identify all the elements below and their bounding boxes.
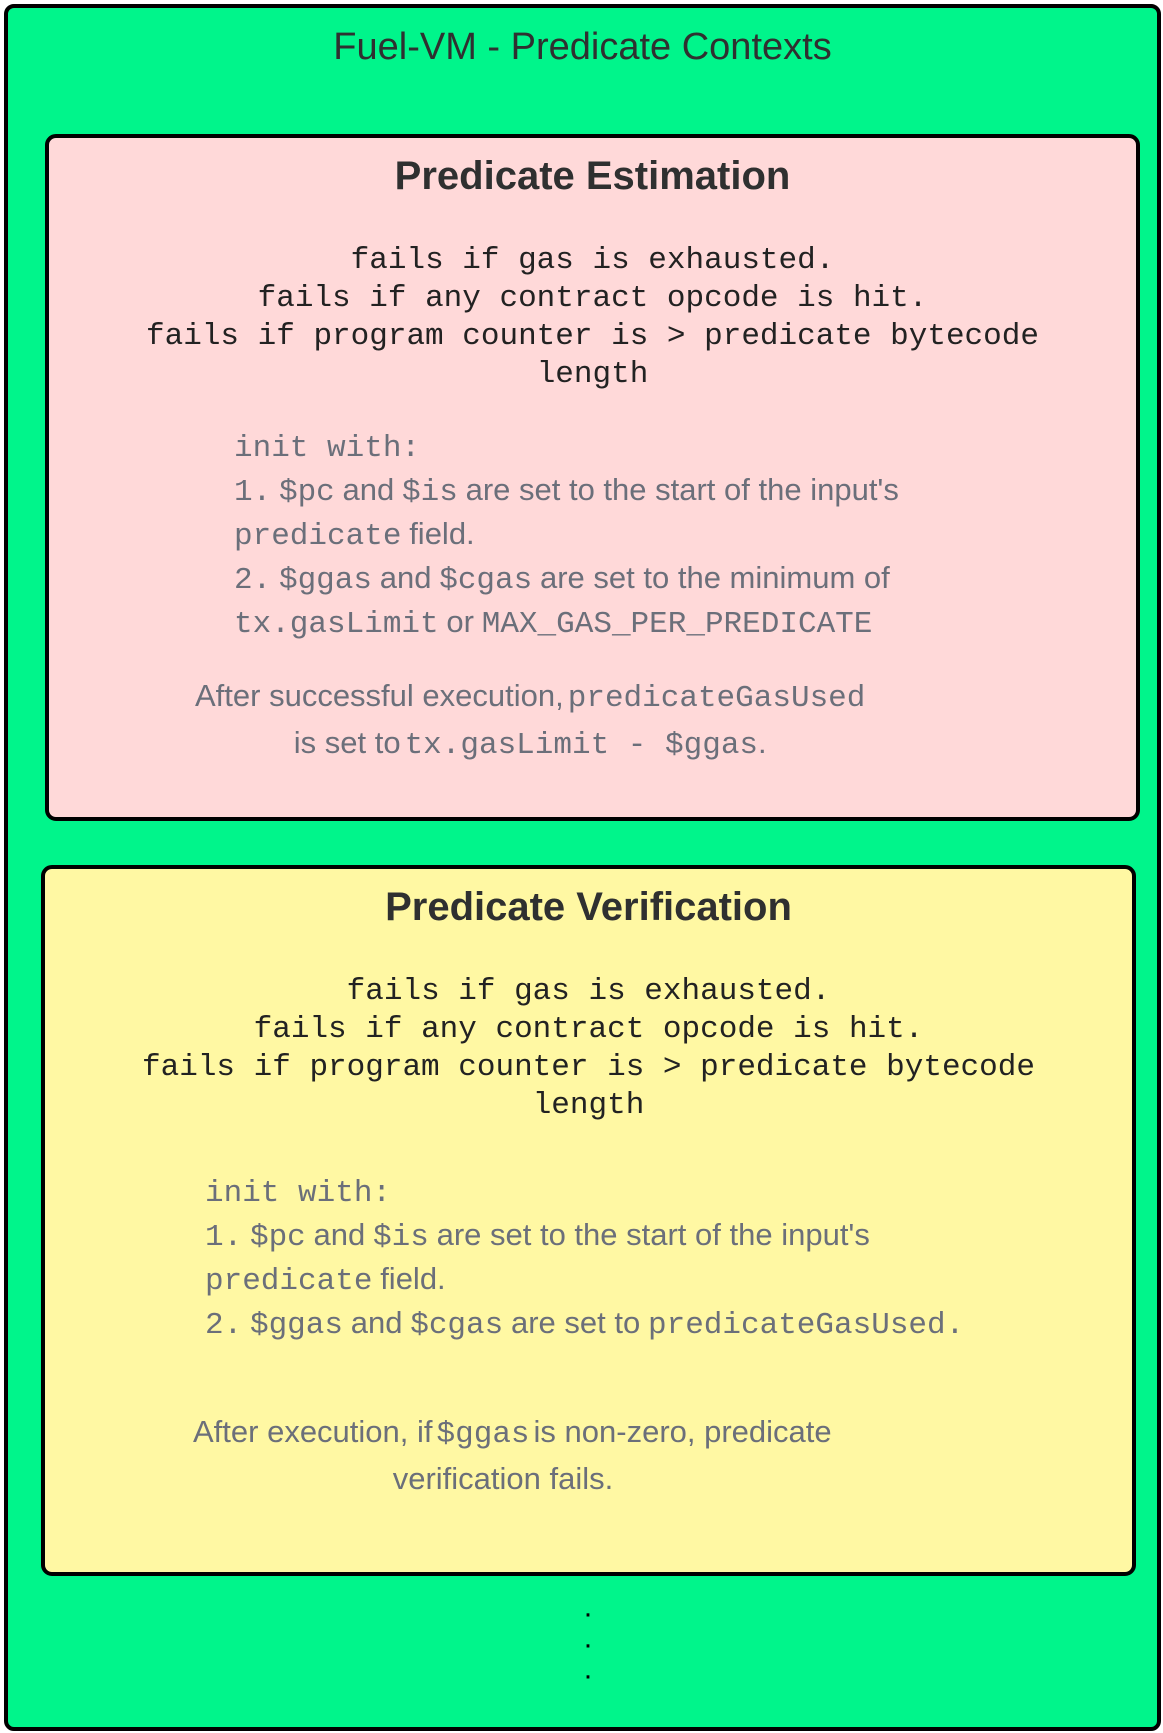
predicate-contexts-container: [4, 4, 1161, 1731]
verification-after-note: [193, 1411, 832, 1505]
fail-condition: fails if program counter is > predicate bytecode: [146, 319, 1039, 354]
ellipsis-dot: ·: [583, 1597, 593, 1630]
estimation-after-note: [195, 675, 865, 769]
init-line-3: 2. $ggas and $cgas are set to predicateGasUsed.: [205, 1305, 965, 1343]
fail-condition: fails if any contract opcode is hit.: [253, 1012, 924, 1047]
after-line-1: After successful execution, predicateGasUsed: [195, 678, 866, 716]
init-line-2: predicate field.: [234, 516, 475, 554]
init-line-1: 1. $pc and $is are set to the start of the input's: [205, 1217, 870, 1255]
fail-condition: fails if gas is exhausted.: [346, 974, 831, 1009]
estimation-title: Predicate Estimation: [394, 154, 791, 198]
init-line-3: 2. $ggas and $cgas are set to the minimum of: [234, 560, 890, 598]
verification-title: Predicate Verification: [385, 885, 792, 929]
verification-init-block: [205, 1173, 964, 1346]
estimation-fail-conditions: [49, 242, 1136, 394]
ellipsis-dot: ·: [583, 1628, 593, 1661]
init-line-2: predicate field.: [205, 1261, 446, 1299]
after-line-2: verification fails.: [392, 1461, 614, 1496]
predicate-verification-box: [41, 865, 1136, 1576]
after-line-1: After execution, if $ggas is non-zero, predicate: [193, 1414, 832, 1452]
fail-condition: length: [536, 357, 649, 392]
diagram-title: Fuel-VM - Predicate Contexts: [333, 26, 832, 68]
continuation-ellipsis: [578, 1598, 598, 1691]
fail-condition: fails if gas is exhausted.: [350, 243, 835, 278]
verification-fail-conditions: [45, 973, 1132, 1125]
init-heading: init with:: [234, 431, 421, 466]
init-heading: init with:: [205, 1176, 392, 1211]
after-line-2: is set to tx.gasLimit - $ggas.: [293, 725, 767, 763]
fail-condition: fails if program counter is > predicate bytecode: [142, 1050, 1035, 1085]
ellipsis-dot: ·: [583, 1659, 593, 1692]
fail-condition: length: [532, 1088, 645, 1123]
fail-condition: fails if any contract opcode is hit.: [257, 281, 928, 316]
estimation-init-block: [234, 428, 899, 645]
init-line-4: tx.gasLimit or MAX_GAS_PER_PREDICATE: [234, 604, 873, 642]
init-line-1: 1. $pc and $is are set to the start of the input's: [234, 472, 899, 510]
predicate-estimation-box: [45, 134, 1140, 821]
